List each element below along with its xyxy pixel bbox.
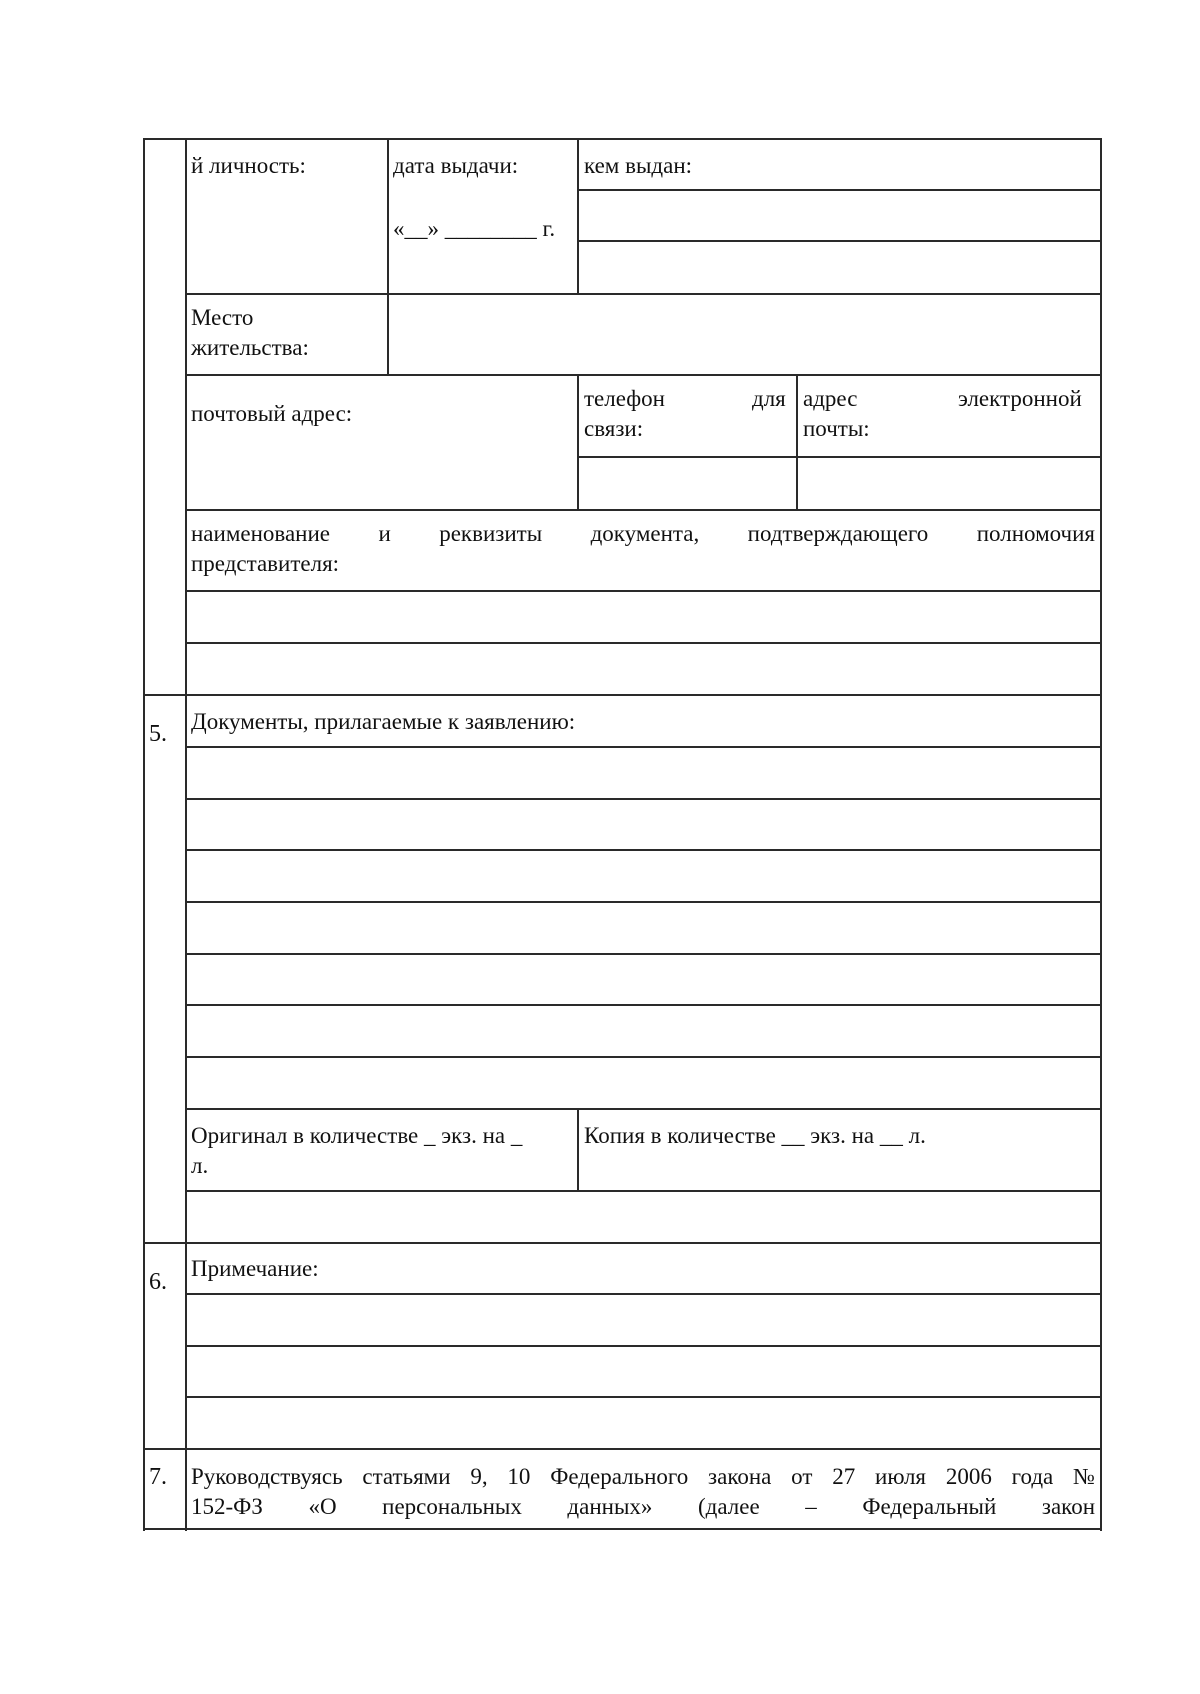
residence-label-line1: Место bbox=[191, 305, 254, 330]
email-label-word: электронной bbox=[958, 386, 1082, 411]
copy-count-text: Копия в количестве __ экз. на __ л. bbox=[584, 1123, 926, 1148]
phone-label-word: для bbox=[752, 386, 786, 411]
attached-document-field[interactable] bbox=[187, 1006, 1100, 1056]
application-form-table bbox=[143, 138, 1102, 1530]
residence-label-line2: жительства: bbox=[191, 335, 309, 360]
issued-by-field-2[interactable] bbox=[579, 242, 1100, 293]
row-line bbox=[185, 509, 1102, 511]
issued-by-field-1[interactable] bbox=[579, 191, 1100, 240]
documents-extra-field[interactable] bbox=[187, 1192, 1100, 1242]
residence-field[interactable] bbox=[389, 295, 1100, 374]
note-title: Примечание: bbox=[191, 1256, 319, 1281]
note-field[interactable] bbox=[187, 1295, 1100, 1345]
phone-label-line2: связи: bbox=[584, 416, 644, 441]
postal-address-label: почтовый адрес: bbox=[191, 401, 353, 426]
table-left-border bbox=[143, 138, 145, 1531]
table-right-border bbox=[1100, 138, 1102, 1531]
id-document-label: й личность: bbox=[191, 153, 306, 178]
postal-address-field[interactable] bbox=[187, 430, 577, 509]
attached-document-field[interactable] bbox=[187, 851, 1100, 901]
attached-document-field[interactable] bbox=[187, 800, 1100, 849]
table-top-border bbox=[143, 138, 1102, 140]
issue-date-field[interactable]: «__» ________ г. bbox=[393, 216, 556, 241]
attached-document-field[interactable] bbox=[187, 903, 1100, 953]
row-line bbox=[185, 374, 1102, 376]
section-6-number: 6. bbox=[149, 1269, 167, 1295]
email-label-word: адрес bbox=[803, 386, 858, 411]
section-5-number: 5. bbox=[149, 721, 167, 747]
issue-date-label: дата выдачи: bbox=[393, 153, 519, 178]
table-bottom-border bbox=[143, 1528, 1102, 1530]
authority-document-field-1[interactable] bbox=[187, 592, 1100, 642]
phone-label-word: телефон bbox=[584, 386, 665, 411]
row-line bbox=[185, 1108, 1102, 1110]
attached-document-field[interactable] bbox=[187, 955, 1100, 1004]
original-count-line1: Оригинал в количестве _ экз. на _ bbox=[191, 1123, 523, 1148]
issued-by-label: кем выдан: bbox=[584, 153, 693, 178]
personal-data-consent-line1: Руководствуясь статьями 9, 10 Федерального закона от 27 июля 2006 года № bbox=[191, 1464, 1095, 1489]
attached-document-field[interactable] bbox=[187, 748, 1100, 798]
email-label-line2: почты: bbox=[803, 416, 870, 441]
section-7-number: 7. bbox=[149, 1464, 167, 1490]
section-5-top-line bbox=[143, 694, 1102, 696]
original-count-line2: л. bbox=[191, 1153, 209, 1178]
authority-document-field-2[interactable] bbox=[187, 644, 1100, 694]
section-6-top-line bbox=[143, 1242, 1102, 1244]
note-field[interactable] bbox=[187, 1398, 1100, 1448]
personal-data-consent-line2: 152-ФЗ «О персональных данных» (далее – Федеральный закон bbox=[191, 1494, 1095, 1519]
attached-documents-title: Документы, прилагаемые к заявлению: bbox=[191, 709, 576, 734]
section-7-top-line bbox=[143, 1448, 1102, 1450]
email-field[interactable] bbox=[798, 458, 1100, 509]
attached-document-field[interactable] bbox=[187, 1058, 1100, 1108]
col-divider-copy bbox=[577, 1108, 579, 1191]
authority-document-label-line2: представителя: bbox=[191, 551, 340, 576]
note-field[interactable] bbox=[187, 1347, 1100, 1396]
phone-field[interactable] bbox=[579, 458, 796, 509]
authority-document-label-line1: наименование и реквизиты документа, подтверждающего полномочия bbox=[191, 521, 1095, 546]
